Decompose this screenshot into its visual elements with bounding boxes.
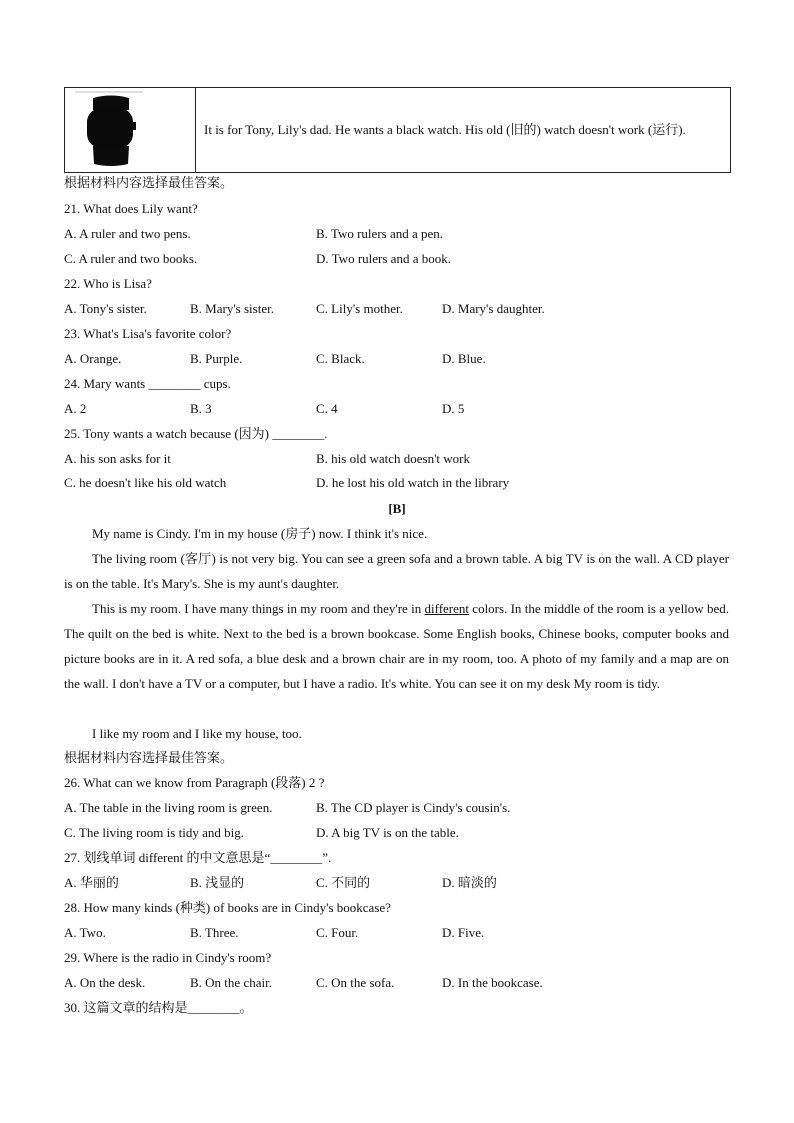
question-stem: 26. What can we know from Paragraph (段落) 2 ?	[64, 775, 325, 790]
option-b: B. Two rulers and a pen.	[316, 226, 444, 241]
question-stem: 28. How many kinds (种类) of books are in Cindy's bookcase?	[64, 900, 391, 915]
instruction: 根据材料内容选择最佳答案。	[64, 175, 234, 190]
option-a: A. Two.	[64, 925, 106, 940]
option-c: C. he doesn't like his old watch	[64, 475, 227, 490]
passage-text: This is my room. I have many things in my room and they're in	[92, 601, 425, 616]
option-a: A. Tony's sister.	[64, 301, 147, 316]
option-d: D. In the bookcase.	[442, 975, 543, 990]
question-stem: 29. Where is the radio in Cindy's room?	[64, 950, 272, 965]
passage-paragraph	[64, 596, 729, 696]
passage-paragraph: I like my room and I like my house, too.	[92, 726, 302, 741]
option-b: B. Purple.	[190, 351, 243, 366]
option-b: B. On the chair.	[190, 975, 272, 990]
option-b: B. his old watch doesn't work	[316, 451, 470, 466]
question-stem: 27. 划线单词 different 的中文意思是“________”.	[64, 850, 332, 865]
question-stem: 30. 这篇文章的结构是________。	[64, 1000, 253, 1015]
ad-text: It is for Tony, Lily's dad. He wants a black watch. His old (旧的) watch doesn't work (运行).	[204, 122, 686, 137]
option-c: C. The living room is tidy and big.	[64, 825, 244, 840]
option-c: C. 4	[316, 401, 338, 416]
watch-image	[71, 90, 189, 170]
underlined-word: different	[424, 601, 470, 616]
option-b: B. Three.	[190, 925, 239, 940]
option-c: C. 不同的	[316, 875, 371, 890]
instruction: 根据材料内容选择最佳答案。	[64, 750, 234, 765]
option-d: D. 5	[442, 401, 465, 416]
option-b: B. Mary's sister.	[190, 301, 274, 316]
question-stem: 25. Tony wants a watch because (因为) ________.	[64, 426, 328, 441]
option-c: C. On the sofa.	[316, 975, 395, 990]
option-d: D. A big TV is on the table.	[316, 825, 459, 840]
question-stem: 21. What does Lily want?	[64, 201, 198, 216]
option-a: A. his son asks for it	[64, 451, 171, 466]
option-c: C. Lily's mother.	[316, 301, 403, 316]
question-stem: 24. Mary wants ________ cups.	[64, 376, 231, 391]
option-b: B. 3	[190, 401, 212, 416]
section-heading: [B]	[388, 501, 406, 516]
option-d: D. 暗淡的	[442, 875, 497, 890]
option-d: D. Two rulers and a book.	[316, 251, 451, 266]
option-a: A. Orange.	[64, 351, 122, 366]
question-stem: 23. What's Lisa's favorite color?	[64, 326, 232, 341]
option-c: C. Black.	[316, 351, 365, 366]
option-a: A. 2	[64, 401, 87, 416]
option-d: D. he lost his old watch in the library	[316, 475, 510, 490]
option-d: D. Five.	[442, 925, 485, 940]
option-b: B. The CD player is Cindy's cousin's.	[316, 800, 511, 815]
option-a: A. 华丽的	[64, 875, 119, 890]
option-b: B. 浅显的	[190, 875, 245, 890]
option-c: C. A ruler and two books.	[64, 251, 198, 266]
option-d: D. Blue.	[442, 351, 486, 366]
option-a: A. A ruler and two pens.	[64, 226, 191, 241]
passage-paragraph: My name is Cindy. I'm in my house (房子) now. I think it's nice.	[92, 526, 428, 541]
option-a: A. The table in the living room is green.	[64, 800, 273, 815]
table-divider	[195, 88, 196, 172]
passage-paragraph: The living room (客厅) is not very big. You can see a green sofa and a brown table. A big TV is on the wall. A CD player is on the table. It's Mary's. She is my aunt's daughter.	[64, 551, 729, 591]
option-a: A. On the desk.	[64, 975, 146, 990]
question-stem: 22. Who is Lisa?	[64, 276, 152, 291]
ad-box	[64, 87, 731, 173]
option-c: C. Four.	[316, 925, 359, 940]
passage-text: colors. In the middle of the room is a yellow bed. The quilt on the bed is white. Next to the bed is a brown bookcase. Some English books, Chinese books, computer books and picture books are in it. A red sofa, a blue desk and a brown chair are in my room, too. A photo of my family and a map are on the wall. I don't have a TV or a computer, but I have a radio. It's white. You can see it on my desk My room is tidy.	[64, 601, 729, 691]
option-d: D. Mary's daughter.	[442, 301, 545, 316]
